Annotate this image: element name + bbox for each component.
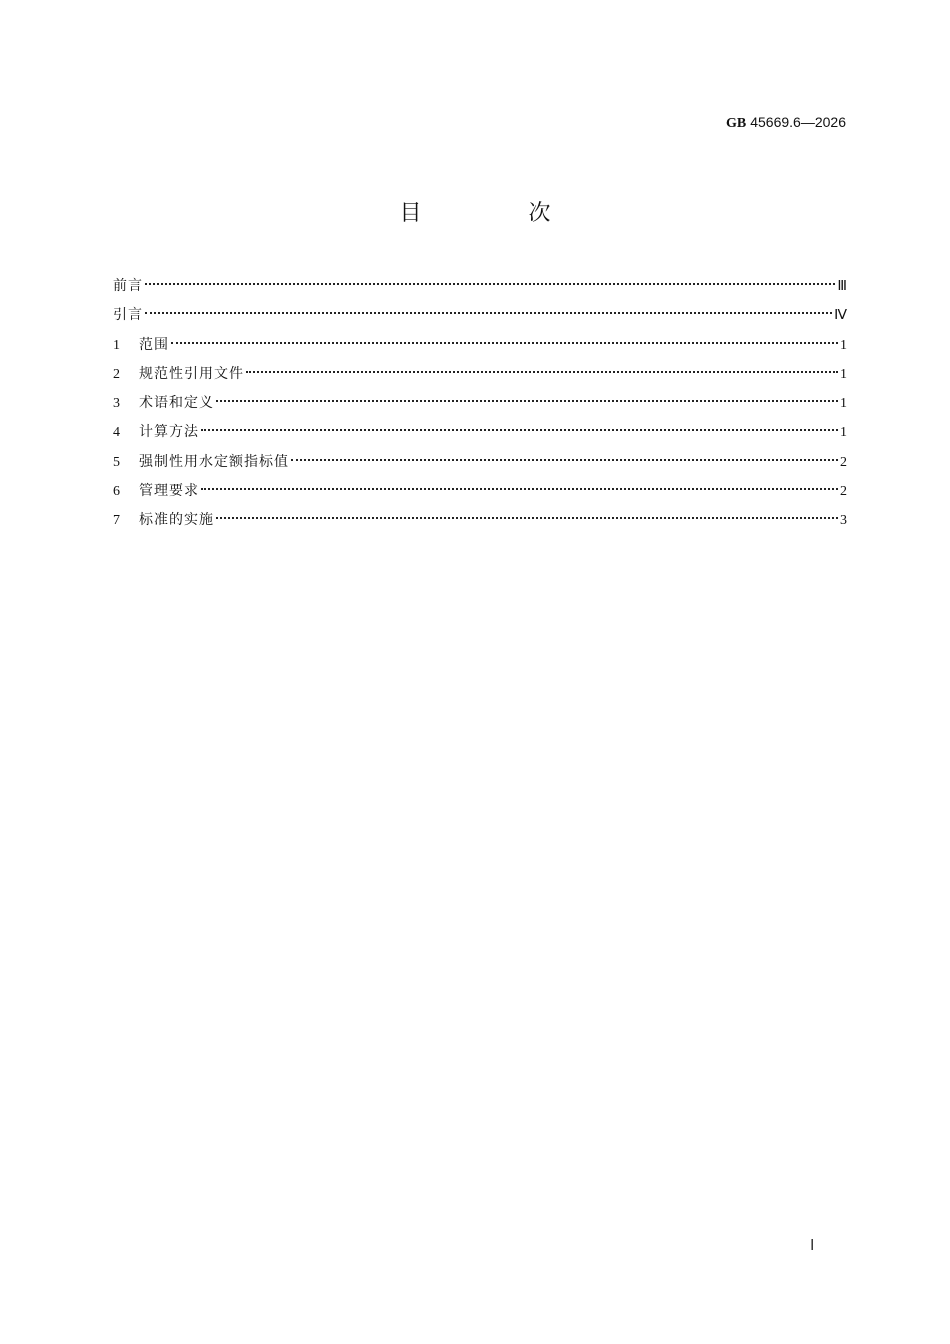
toc-entry-label: 前言 [113, 278, 143, 294]
toc-entry-number: 4 [113, 425, 120, 441]
toc-entry-number: 3 [113, 396, 120, 412]
toc-entry-introduction[interactable] [113, 301, 847, 330]
standard-code [726, 114, 846, 132]
toc-entry-implementation[interactable] [113, 506, 847, 535]
toc-entry-label: 范围 [139, 336, 169, 353]
dot-leader [145, 312, 832, 314]
toc-entry-foreword[interactable] [113, 272, 847, 301]
toc-entry-terms-definitions[interactable] [113, 389, 847, 418]
toc-entry-label: 引言 [113, 307, 143, 324]
toc-entry-page: 1 [840, 425, 847, 441]
toc-entry-page: 2 [840, 484, 847, 500]
toc-entry-calculation-method[interactable] [113, 418, 847, 447]
standard-number: 45669.6—2026 [750, 114, 846, 130]
page-number: Ⅰ [810, 1238, 815, 1254]
toc-entry-label: 管理要求 [139, 483, 199, 500]
toc-entry-management-requirements[interactable] [113, 477, 847, 506]
toc-entry-page: 2 [840, 454, 847, 470]
toc-entry-page: 1 [840, 337, 847, 353]
toc-entry-page: Ⅳ [834, 308, 847, 324]
toc-entry-page: 1 [840, 396, 847, 412]
toc-entry-scope[interactable] [113, 331, 847, 360]
toc-entry-number: 2 [113, 366, 120, 382]
toc-entry-label: 术语和定义 [139, 395, 214, 412]
toc-entry-number: 5 [113, 454, 120, 470]
toc-entry-label: 计算方法 [139, 424, 199, 441]
dot-leader [291, 459, 838, 461]
dot-leader [201, 429, 838, 431]
dot-leader [216, 517, 838, 519]
toc-entry-mandatory-values[interactable] [113, 448, 847, 477]
toc-entry-label: 标准的实施 [139, 512, 214, 529]
toc-entry-label: 规范性引用文件 [139, 365, 244, 382]
toc-list [113, 272, 847, 536]
dot-leader [145, 283, 835, 285]
dot-leader [216, 400, 838, 402]
toc-entry-page: Ⅲ [837, 279, 847, 294]
toc-entry-label: 强制性用水定额指标值 [139, 453, 289, 470]
toc-entry-page: 3 [840, 513, 847, 529]
toc-title: 目 次 [399, 201, 601, 226]
toc-entry-number: 6 [113, 484, 120, 500]
dot-leader [246, 371, 838, 373]
dot-leader [201, 488, 838, 490]
dot-leader [171, 342, 838, 344]
toc-entry-page: 1 [840, 366, 847, 382]
toc-entry-number: 1 [113, 337, 120, 353]
toc-entry-normative-references[interactable] [113, 360, 847, 389]
standard-prefix: GB [726, 116, 747, 131]
toc-entry-number: 7 [113, 513, 120, 529]
